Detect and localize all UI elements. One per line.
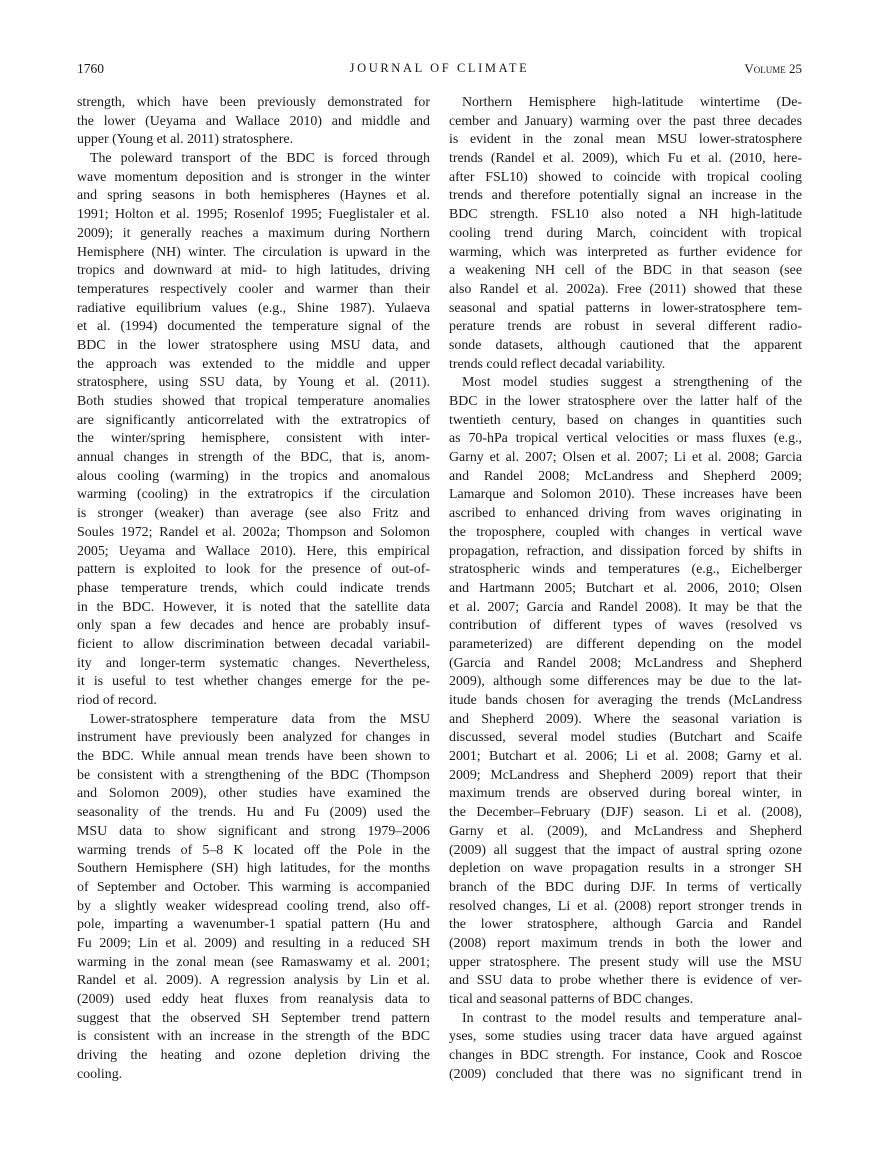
text-line: (2009) all suggest that the impact of austral spring ozone: [449, 842, 802, 858]
paragraph: [449, 94, 802, 374]
text-line: stratosphere, using SSU data, by Young et al. (2011).: [77, 375, 430, 391]
text-line: instrument have previously been analyzed for changes in: [77, 730, 430, 746]
text-line: temperatures respectively cooler and warmer than their: [77, 281, 430, 297]
paragraph: [449, 374, 802, 1009]
text-line: riod of record.: [77, 693, 157, 708]
right-column: [449, 94, 802, 1084]
text-line: trends could reflect decadal variability.: [449, 356, 666, 372]
text-line: is evident in the zonal mean MSU lower-stratosphere: [449, 132, 802, 148]
text-line: 1991; Holton et al. 1995; Rosenlof 1995; Fueglistaler et al.: [77, 207, 430, 223]
text-line: Hemisphere (NH) winter. The circulation is upward in the: [77, 244, 430, 260]
paragraph: [77, 94, 430, 150]
text-line: cooling.: [77, 1066, 123, 1082]
text-line: In contrast to the model results and temperature anal-: [462, 1010, 802, 1026]
text-line: the approach was extended to the middle and upper: [77, 356, 430, 372]
text-line: itude bands chosen for averaging the trends (McLandress: [449, 693, 802, 708]
paragraph: [449, 1010, 802, 1085]
text-line: BDC in the lower stratosphere over the latter half of the: [449, 394, 802, 409]
text-line: driving the heating and ozone depletion driving the: [77, 1048, 430, 1064]
text-line: sonde datasets, although cautioned that the apparent: [449, 337, 802, 353]
text-line: alous cooling (warming) in the tropics and anomalous: [77, 468, 430, 484]
text-line: as 70-hPa tropical vertical velocities or mass fluxes (e.g.,: [449, 431, 802, 447]
text-line: et al. 2007; Garcia and Randel 2008). It may be that the: [449, 599, 802, 615]
text-line: The poleward transport of the BDC is forced through: [90, 151, 430, 167]
text-line: and Randel 2008; McLandress and Shepherd 2009;: [449, 468, 802, 484]
text-line: ity and longer-term systematic changes. Nevertheless,: [77, 655, 430, 671]
text-line: tropics and downward at mid- to high latitudes, driving: [77, 263, 430, 279]
text-line: discussed, several model studies (Butchart and Scaife: [449, 730, 802, 746]
text-line: (2009) concluded that there was no significant trend in: [449, 1066, 802, 1082]
text-line: changes in BDC strength. For instance, Cook and Roscoe: [449, 1048, 802, 1064]
text-line: Randel et al. 2009). A regression analysis by Lin et al.: [77, 973, 430, 989]
text-line: upper (Young et al. 2011) stratosphere.: [77, 132, 294, 148]
text-line: and SSU data to probe whether there is evidence of ver-: [449, 973, 802, 989]
text-line: ascribed to enhanced driving from waves originating in: [449, 506, 802, 522]
text-line: BDC in the lower stratosphere using MSU data, and: [77, 337, 430, 353]
text-line: radiative equilibrium values (e.g., Shine 1987). Yulaeva: [77, 300, 430, 316]
page-number: 1760: [77, 61, 104, 76]
text-line: trends (Randel et al. 2009), which Fu et al. (2010, here-: [449, 151, 802, 167]
text-line: depletion on wave propagation results in a stronger SH: [449, 861, 802, 877]
text-line: pole, imparting a wavenumber-1 spatial pattern (Hu and: [77, 917, 430, 933]
text-line: 2001; Butchart et al. 2006; Li et al. 2008; Garny et al.: [449, 749, 802, 765]
text-line: warming trends of 5–8 K located off the Pole in the: [77, 842, 430, 858]
text-line: Most model studies suggest a strengthening of the: [462, 375, 802, 391]
paragraph: [77, 150, 430, 711]
text-line: are significantly anticorrelated with the extratropics of: [77, 412, 430, 428]
text-line: seasonality of the trends. Hu and Fu (2009) used the: [77, 805, 430, 821]
text-line: MSU data to show significant and strong 1979–2006: [77, 823, 430, 839]
text-line: the December–February (DJF) season. Li et al. (2008),: [449, 805, 802, 821]
text-line: (Garcia and Randel 2008; McLandress and Shepherd: [449, 655, 802, 671]
text-line: phase temperature trends, which could indicate trends: [77, 580, 430, 596]
text-line: annual changes in strength of the BDC, that is, anom-: [77, 450, 430, 466]
text-line: ficient to allow discrimination between decadal variabil-: [77, 636, 430, 652]
text-line: yses, some studies using tracer data have argued against: [449, 1029, 802, 1045]
text-line: a weakening NH cell of the BDC in that season (see: [449, 263, 802, 279]
text-line: 2009), although some differences may be due to the lat-: [449, 674, 802, 690]
text-line: contribution of different types of waves (resolved vs: [449, 618, 802, 634]
text-line: by a slightly weaker widespread cooling trend, also off-: [77, 898, 430, 914]
text-line: the BDC. While annual mean trends have been shown to: [77, 749, 430, 765]
running-header: [77, 61, 802, 79]
text-line: propagation, refraction, and dissipation forced by shifts in: [449, 543, 802, 559]
text-line: warming in the zonal mean (see Ramaswamy et al. 2001;: [77, 954, 430, 970]
text-line: also Randel et al. 2002a). Free (2011) showed that these: [449, 281, 802, 297]
text-line: stratospheric winds and temperatures (e.g., Eichelberger: [449, 562, 802, 578]
text-line: resolved changes, Li et al. (2008) report stronger trends in: [449, 898, 802, 914]
text-line: and Solomon 2009), other studies have examined the: [77, 786, 430, 802]
text-line: be consistent with a strengthening of the BDC (Thompson: [77, 767, 430, 783]
text-line: wave momentum deposition and is stronger in the winter: [77, 169, 430, 185]
text-line: Garny et al. (2009), and McLandress and Shepherd: [449, 823, 802, 839]
text-line: the winter/spring hemisphere, consistent with inter-: [77, 431, 430, 447]
text-line: seasonal and spatial patterns in lower-stratosphere tem-: [449, 300, 802, 316]
text-line: the troposphere, coupled with changes in vertical wave: [449, 524, 802, 540]
text-line: perature trends are robust in several different radio-: [449, 319, 802, 335]
text-line: is consistent with an increase in the strength of the BDC: [77, 1029, 430, 1045]
text-line: warming (cooling) in the extratropics if the circulation: [77, 487, 430, 503]
paragraph: [77, 711, 430, 1085]
text-line: cember and January) warming over the past three decades: [449, 113, 802, 129]
text-line: tical and seasonal patterns of BDC changes.: [449, 992, 694, 1007]
text-line: and Hartmann 2005; Butchart et al. 2006, 2010; Olsen: [449, 580, 802, 596]
text-line: twentieth century, based on changes in quantities such: [449, 412, 802, 428]
volume-label: Volume 25: [744, 61, 802, 76]
text-line: parameterized) are different depending on the model: [449, 636, 802, 652]
text-line: et al. (1994) documented the temperature signal of the: [77, 319, 430, 335]
text-line: in the BDC. However, it is noted that the satellite data: [77, 599, 430, 615]
text-line: trends and therefore potentially signal an increase in the: [449, 188, 802, 204]
text-line: only span a few decades and hence are probably insuf-: [77, 618, 430, 634]
text-line: Soules 1972; Randel et al. 2002a; Thompson and Solomon: [77, 524, 430, 540]
text-line: upper stratosphere. The present study will use the MSU: [449, 954, 802, 970]
text-line: Garny et al. 2007; Olsen et al. 2007; Li et al. 2008; Garcia: [449, 450, 802, 466]
text-line: 2005; Ueyama and Wallace 2010). Here, this empirical: [77, 543, 430, 559]
text-line: (2008) report maximum trends in both the lower and: [449, 935, 802, 951]
text-line: cooling trend during March, coincident with tropical: [449, 225, 802, 241]
text-line: Both studies showed that tropical temperature anomalies: [77, 394, 430, 409]
text-line: Northern Hemisphere high-latitude wintertime (De-: [462, 95, 802, 110]
text-line: Lamarque and Solomon 2010). These increases have been: [449, 487, 802, 503]
text-line: Lower-stratosphere temperature data from the MSU: [90, 711, 430, 727]
text-line: warming, which was interpreted as further evidence for: [449, 244, 802, 260]
text-line: pattern is exploited to look for the presence of out-of-: [77, 562, 430, 578]
text-line: it is useful to test whether changes emerge for the pe-: [77, 674, 430, 690]
text-line: and spring seasons in both hemispheres (Haynes et al.: [77, 188, 430, 204]
text-line: 2009); it generally reaches a maximum during Northern: [77, 225, 430, 241]
text-line: Southern Hemisphere (SH) high latitudes, for the months: [77, 861, 430, 877]
text-line: is stronger (weaker) than average (see also Fritz and: [77, 506, 430, 522]
left-column: [77, 94, 430, 1084]
text-line: (2009) used eddy heat fluxes from reanalysis data to: [77, 992, 430, 1007]
text-line: maximum trends are observed during boreal winter, in: [449, 786, 802, 802]
text-line: the lower stratosphere, although Garcia and Randel: [449, 917, 802, 933]
text-line: the lower (Ueyama and Wallace 2010) and middle and: [77, 113, 430, 129]
text-line: branch of the BDC during DJF. In terms of vertically: [449, 879, 802, 895]
text-line: and Shepherd 2009). Where the seasonal variation is: [449, 711, 802, 727]
journal-title: JOURNAL OF CLIMATE: [349, 61, 530, 75]
text-line: strength, which have been previously demonstrated for: [77, 95, 430, 110]
text-line: suggest that the observed SH September trend pattern: [77, 1010, 430, 1026]
text-line: of September and October. This warming is accompanied: [77, 879, 430, 895]
text-line: after FSL10) showed to coincide with tropical cooling: [449, 169, 802, 185]
text-line: BDC strength. FSL10 also noted a NH high-latitude: [449, 207, 802, 223]
text-line: 2009; McLandress and Shepherd 2009) report that their: [449, 767, 802, 783]
text-line: Fu 2009; Lin et al. 2009) and resulting in a reduced SH: [77, 935, 430, 951]
